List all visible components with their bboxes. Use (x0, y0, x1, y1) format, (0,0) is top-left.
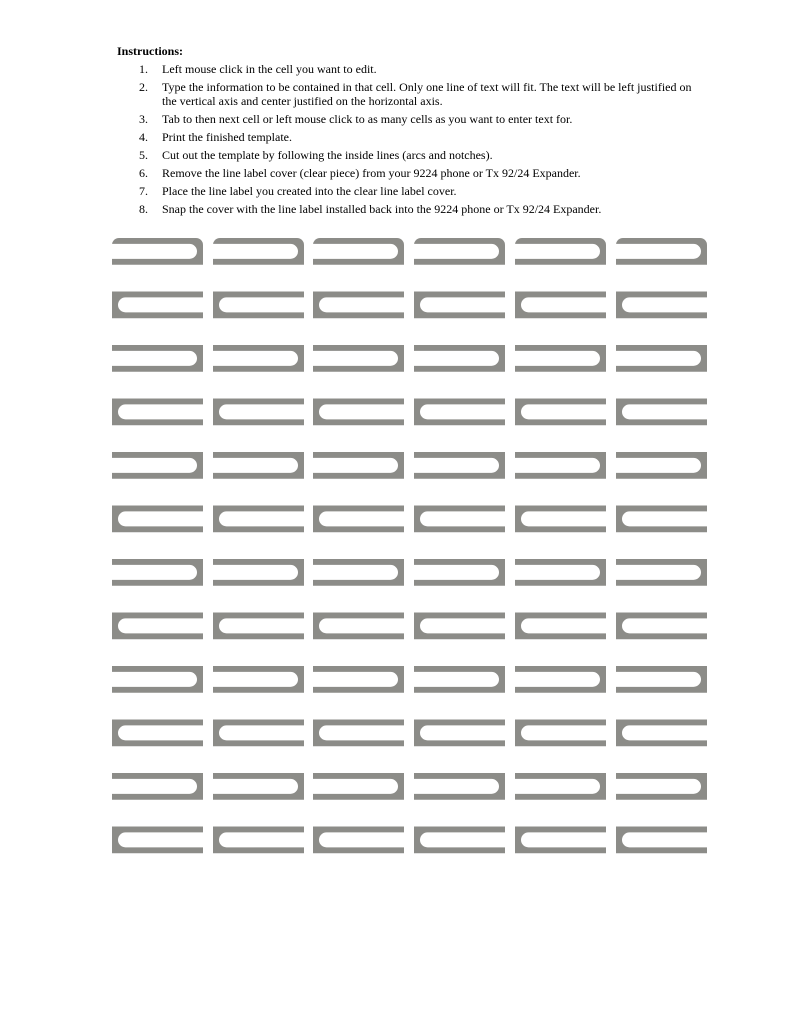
label-slot[interactable] (312, 244, 398, 259)
label-cell[interactable] (616, 639, 707, 666)
label-cell[interactable] (313, 532, 404, 559)
label-cell[interactable] (213, 586, 304, 613)
label-cell[interactable] (414, 853, 505, 880)
label-cell[interactable] (515, 693, 606, 720)
label-slot[interactable] (521, 297, 607, 312)
label-cell[interactable] (515, 318, 606, 345)
label-strip (111, 238, 204, 881)
label-cell[interactable] (213, 532, 304, 559)
label-slot[interactable] (111, 565, 197, 580)
label-strip (413, 238, 506, 881)
label-slot[interactable] (219, 725, 305, 740)
strip-notch (331, 878, 334, 881)
label-slot[interactable] (312, 672, 398, 687)
instruction-text: Place the line label you created into the clear line label cover. (162, 184, 457, 198)
strip-body (313, 238, 404, 880)
strip-notch (484, 878, 487, 881)
label-cell[interactable] (515, 586, 606, 613)
label-cell[interactable] (414, 318, 505, 345)
label-slot[interactable] (521, 618, 607, 633)
instruction-text: Snap the cover with the line label installed back into the 9224 phone or Tx 92/24 Expander. (162, 202, 602, 216)
label-cell[interactable] (313, 372, 404, 399)
label-slot[interactable] (219, 832, 305, 847)
label-slot[interactable] (319, 404, 405, 419)
instruction-text: Print the finished template. (162, 130, 292, 144)
label-slot[interactable] (219, 511, 305, 526)
label-cell[interactable] (414, 425, 505, 452)
label-slot[interactable] (514, 672, 600, 687)
label-cell[interactable] (313, 318, 404, 345)
label-cell[interactable] (515, 265, 606, 292)
instruction-text: Cut out the template by following the inside lines (arcs and notches). (162, 148, 493, 162)
label-cell[interactable] (213, 693, 304, 720)
label-slot[interactable] (514, 779, 600, 794)
instruction-item-1 (117, 62, 697, 76)
instruction-number: 6. (139, 166, 148, 180)
label-cell[interactable] (112, 425, 203, 452)
label-cell[interactable] (112, 532, 203, 559)
label-cell[interactable] (616, 693, 707, 720)
label-slot[interactable] (622, 404, 708, 419)
label-slot[interactable] (118, 297, 204, 312)
label-cell[interactable] (414, 639, 505, 666)
label-slot[interactable] (118, 725, 204, 740)
instruction-item-2 (117, 80, 697, 108)
label-cell[interactable] (616, 853, 707, 880)
label-cell[interactable] (213, 639, 304, 666)
label-slot[interactable] (212, 244, 298, 259)
label-cell[interactable] (515, 746, 606, 773)
strip-notch (585, 878, 588, 881)
label-cell[interactable] (213, 800, 304, 827)
strip-notch (432, 878, 435, 881)
label-cell[interactable] (112, 372, 203, 399)
label-slot[interactable] (622, 618, 708, 633)
label-slot[interactable] (319, 297, 405, 312)
label-cell[interactable] (616, 265, 707, 292)
label-cell[interactable] (616, 479, 707, 506)
label-slot[interactable] (111, 244, 197, 259)
label-slot[interactable] (319, 832, 405, 847)
label-slot[interactable] (514, 458, 600, 473)
strip-body (213, 238, 304, 880)
instruction-number: 7. (139, 184, 148, 198)
label-slot[interactable] (219, 618, 305, 633)
label-slot[interactable] (312, 565, 398, 580)
strip-notch (533, 878, 536, 881)
label-slot[interactable] (319, 511, 405, 526)
label-slot[interactable] (319, 618, 405, 633)
label-cell[interactable] (616, 425, 707, 452)
label-slot[interactable] (413, 351, 499, 366)
label-cell[interactable] (112, 746, 203, 773)
label-cell[interactable] (313, 693, 404, 720)
label-cell[interactable] (616, 746, 707, 773)
label-cell[interactable] (112, 800, 203, 827)
label-cell[interactable] (112, 479, 203, 506)
label-cell[interactable] (515, 532, 606, 559)
label-cell[interactable] (313, 586, 404, 613)
instruction-number: 8. (139, 202, 148, 216)
label-cell[interactable] (414, 372, 505, 399)
label-cell[interactable] (313, 800, 404, 827)
label-cell[interactable] (112, 265, 203, 292)
label-cell[interactable] (112, 639, 203, 666)
label-slot[interactable] (413, 779, 499, 794)
label-cell[interactable] (515, 425, 606, 452)
label-cell[interactable] (313, 853, 404, 880)
strip-notch (283, 878, 286, 881)
label-cell[interactable] (313, 746, 404, 773)
instruction-number: 2. (139, 80, 148, 94)
label-cell[interactable] (112, 853, 203, 880)
label-cell[interactable] (414, 265, 505, 292)
label-cell[interactable] (414, 693, 505, 720)
strip-notch (130, 878, 133, 881)
label-slot[interactable] (118, 511, 204, 526)
label-cell[interactable] (414, 800, 505, 827)
label-slot[interactable] (514, 244, 600, 259)
instruction-text: Remove the line label cover (clear piece) from your 9224 phone or Tx 92/24 Expander. (162, 166, 581, 180)
instructions-heading: Instructions: (117, 44, 184, 58)
label-slot[interactable] (615, 779, 701, 794)
label-slot[interactable] (514, 565, 600, 580)
strip-body (616, 238, 707, 880)
label-slot[interactable] (212, 351, 298, 366)
label-strip (212, 238, 305, 881)
label-slot[interactable] (111, 779, 197, 794)
label-slot[interactable] (118, 618, 204, 633)
label-slot[interactable] (212, 672, 298, 687)
label-slot[interactable] (319, 725, 405, 740)
label-slot[interactable] (420, 725, 506, 740)
label-cell[interactable] (313, 265, 404, 292)
label-strip (615, 238, 708, 881)
instruction-item-4 (117, 130, 697, 144)
label-cell[interactable] (213, 425, 304, 452)
label-cell[interactable] (616, 372, 707, 399)
label-cell[interactable] (213, 372, 304, 399)
instruction-text: Tab to then next cell or left mouse click to as many cells as you want to enter text for. (162, 112, 573, 126)
label-cell[interactable] (213, 853, 304, 880)
label-strip (514, 238, 607, 881)
label-slot[interactable] (413, 244, 499, 259)
label-cell[interactable] (112, 693, 203, 720)
label-slot[interactable] (312, 458, 398, 473)
strip-notch (634, 878, 637, 881)
strip-body (515, 238, 606, 880)
label-slot[interactable] (312, 351, 398, 366)
label-slot[interactable] (615, 244, 701, 259)
label-cell[interactable] (313, 639, 404, 666)
label-cell[interactable] (616, 800, 707, 827)
label-slot[interactable] (111, 672, 197, 687)
label-slot[interactable] (615, 351, 701, 366)
label-slot[interactable] (219, 404, 305, 419)
label-cell[interactable] (213, 746, 304, 773)
instruction-text: Left mouse click in the cell you want to edit. (162, 62, 377, 76)
label-slot[interactable] (413, 565, 499, 580)
label-cell[interactable] (515, 372, 606, 399)
label-slot[interactable] (521, 832, 607, 847)
label-cell[interactable] (112, 318, 203, 345)
instruction-text: Type the information to be contained in that cell. Only one line of text will fit. The text will be left justified on the vertical axis and center justified on the horizontal axis. (162, 80, 692, 108)
label-slot[interactable] (521, 725, 607, 740)
label-strip (312, 238, 405, 881)
label-slot[interactable] (111, 351, 197, 366)
label-cell[interactable] (616, 586, 707, 613)
label-cell[interactable] (515, 639, 606, 666)
strip-notch (231, 878, 234, 881)
label-slot[interactable] (521, 404, 607, 419)
label-slot[interactable] (521, 511, 607, 526)
label-cell[interactable] (515, 479, 606, 506)
label-cell[interactable] (313, 425, 404, 452)
label-slot[interactable] (420, 297, 506, 312)
instruction-number: 5. (139, 148, 148, 162)
label-slot[interactable] (212, 779, 298, 794)
strip-notch (686, 878, 689, 881)
label-cell[interactable] (515, 800, 606, 827)
label-cell[interactable] (414, 479, 505, 506)
label-slot[interactable] (118, 832, 204, 847)
label-cell[interactable] (515, 853, 606, 880)
instruction-list (117, 62, 697, 216)
instruction-item-3 (117, 112, 697, 126)
label-slot[interactable] (111, 458, 197, 473)
label-slot[interactable] (212, 565, 298, 580)
label-slot[interactable] (420, 511, 506, 526)
label-cell[interactable] (414, 746, 505, 773)
label-slot[interactable] (312, 779, 398, 794)
strip-notch (383, 878, 386, 881)
strip-body (414, 238, 505, 880)
label-slot[interactable] (615, 565, 701, 580)
label-slot[interactable] (622, 511, 708, 526)
instruction-item-6 (117, 166, 697, 180)
label-cell[interactable] (213, 318, 304, 345)
instruction-item-8 (117, 202, 697, 216)
label-cell[interactable] (616, 318, 707, 345)
label-cell[interactable] (313, 479, 404, 506)
label-cell[interactable] (213, 479, 304, 506)
label-slot[interactable] (212, 458, 298, 473)
label-cell[interactable] (616, 532, 707, 559)
label-slot[interactable] (420, 404, 506, 419)
label-cell[interactable] (112, 586, 203, 613)
label-slot[interactable] (615, 458, 701, 473)
instruction-number: 1. (139, 62, 148, 76)
label-slot[interactable] (420, 618, 506, 633)
label-cell[interactable] (414, 586, 505, 613)
label-slot[interactable] (118, 404, 204, 419)
label-slot[interactable] (615, 672, 701, 687)
strip-notch (182, 878, 185, 881)
instruction-number: 3. (139, 112, 148, 126)
label-slot[interactable] (413, 458, 499, 473)
label-slot[interactable] (413, 672, 499, 687)
instruction-number: 4. (139, 130, 148, 144)
instructions-section (117, 44, 697, 220)
instruction-item-7 (117, 184, 697, 198)
label-slot[interactable] (219, 297, 305, 312)
label-cell[interactable] (213, 265, 304, 292)
label-slot[interactable] (622, 297, 708, 312)
label-slot[interactable] (514, 351, 600, 366)
label-slot[interactable] (622, 832, 708, 847)
instruction-item-5 (117, 148, 697, 162)
label-slot[interactable] (420, 832, 506, 847)
label-cell[interactable] (414, 532, 505, 559)
strip-body (112, 238, 203, 880)
label-slot[interactable] (622, 725, 708, 740)
